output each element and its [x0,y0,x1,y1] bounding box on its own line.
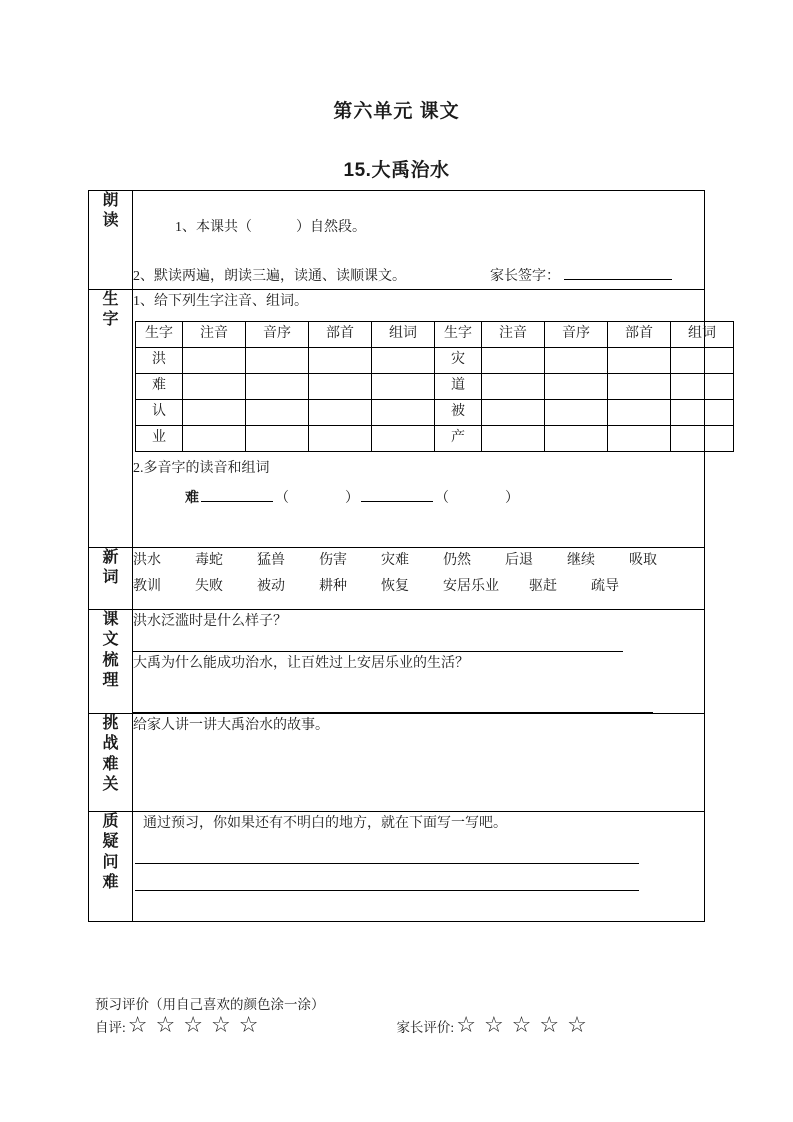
entry-cell[interactable] [183,373,246,399]
parent-signature-rule[interactable] [564,267,672,280]
parent-rating-label: 家长评价: [396,1020,455,1035]
parent-signature-field[interactable] [490,265,672,290]
row-label-doubt-char-1: 质 [102,813,119,830]
entry-cell[interactable] [608,399,671,425]
row-label-challenge-char-2: 战 [102,735,119,753]
entry-cell[interactable] [246,425,309,451]
entry-cell[interactable] [545,373,608,399]
char-cell-right: 被 [435,399,482,425]
word-item: 猛兽 [257,553,285,568]
row-body-read [133,191,705,290]
row-label-chars-char-1: 生 [102,291,119,308]
footer-evaluation [95,993,715,1037]
word-item: 伤害 [319,553,347,568]
duoyin-rule-1[interactable] [201,489,273,502]
row-label-challenge [89,714,133,812]
read-item-1-tail: ）自然段。 [296,219,366,235]
star-icon[interactable]: ☆ [210,1013,231,1038]
word-item: 继续 [567,553,595,568]
doubt-answer-rule-1[interactable] [135,843,639,864]
preview-worksheet-table [88,190,716,922]
entry-cell[interactable] [309,373,372,399]
word-item: 仍然 [443,553,471,568]
row-label-outline-char-1: 课 [102,611,119,628]
entry-cell[interactable] [482,347,545,373]
char-cell-left: 业 [136,425,183,451]
duoyin-paren-close-2: ） [505,491,519,506]
col-header-bushou-right: 部首 [608,321,671,347]
table-row-challenge [89,714,705,812]
self-rating-group [95,1015,266,1037]
new-characters-table [135,321,734,452]
chars-prompt-2: 2.多音字的读音和组词 [133,460,270,476]
star-icon[interactable]: ☆ [567,1013,587,1038]
word-item: 疏导 [591,578,619,594]
table-header-row [136,321,734,347]
star-icon[interactable]: ☆ [511,1013,532,1038]
self-rating-label: 自评: [95,1020,126,1035]
table-row-read [89,191,705,290]
table-row-chars [89,290,705,548]
table-row-doubt [89,812,705,922]
entry-cell[interactable] [608,347,671,373]
star-icon[interactable]: ☆ [539,1013,560,1038]
word-item: 失败 [195,578,223,594]
col-header-zi-left: 生字 [136,321,183,347]
entry-cell[interactable] [183,347,246,373]
entry-cell[interactable] [671,425,734,451]
row-label-words-char-1: 新 [102,549,119,566]
row-label-challenge-char-3: 难 [102,755,119,773]
entry-cell[interactable] [372,399,435,425]
entry-cell[interactable] [246,373,309,399]
row-label-read-char-2: 读 [102,212,119,230]
evaluation-note: 预习评价（用自己喜欢的颜色涂一涂） [95,997,325,1012]
entry-cell[interactable] [183,399,246,425]
star-icon[interactable]: ☆ [456,1013,476,1038]
star-icon[interactable]: ☆ [183,1013,203,1038]
read-item-1-head: 1、本课共（ [175,219,252,235]
entry-cell[interactable] [309,399,372,425]
self-rating-stars[interactable] [128,1015,267,1037]
parent-rating-group [396,1015,594,1037]
table-row-words [89,548,705,610]
parent-signature-label: 家长签字： [490,268,560,284]
row-label-outline-char-4: 理 [102,672,119,690]
doubt-answer-rule-2[interactable] [135,870,639,891]
star-icon[interactable]: ☆ [127,1013,148,1038]
word-list-line-1 [133,548,704,574]
table-row [136,399,734,425]
row-body-outline [133,610,705,714]
word-item: 安居乐业 [443,578,499,594]
row-label-chars-char-2: 字 [102,311,119,329]
duoyin-answer-line [133,487,704,512]
entry-cell[interactable] [482,425,545,451]
row-label-doubt-char-4: 难 [102,874,119,892]
row-label-doubt-char-2: 疑 [102,833,119,851]
parent-rating-stars[interactable] [456,1015,595,1037]
word-item: 吸取 [629,553,657,568]
read-item-1 [133,191,704,265]
word-item: 毒蛇 [195,553,223,568]
entry-cell[interactable] [372,347,435,373]
row-label-read [89,191,133,290]
word-item: 被动 [257,578,285,594]
entry-cell[interactable] [545,399,608,425]
word-item: 恢复 [381,578,409,594]
word-item: 后退 [505,553,533,568]
row-label-outline-char-3: 梳 [102,651,119,669]
duoyin-rule-2[interactable] [361,489,433,502]
entry-cell[interactable] [482,399,545,425]
outline-answer-rule-1[interactable] [133,637,623,652]
row-label-doubt [89,812,133,922]
entry-cell[interactable] [671,347,734,373]
doubt-prompt-text: 通过预习，你如果还有不明白的地方，就在下面写一写吧。 [143,816,507,831]
row-body-doubt [133,812,705,922]
entry-cell[interactable] [372,425,435,451]
row-body-challenge [133,714,705,812]
col-header-yinxu-right: 音序 [545,321,608,347]
table-row [136,347,734,373]
entry-cell[interactable] [608,373,671,399]
duoyin-paren-open-1: （ [275,491,289,506]
outline-question-1: 洪水泛滥时是什么样子？ [133,614,287,629]
read-item-2: 2、默读两遍，朗读三遍，读通、读顺课文。 [133,268,406,284]
row-body-words [133,548,705,610]
word-list-line-2 [133,574,704,600]
duoyin-character: 难 [185,491,199,506]
entry-cell[interactable] [309,425,372,451]
row-body-chars [133,290,716,548]
row-label-words-char-2: 词 [102,569,119,587]
word-item: 驱赶 [529,578,557,594]
row-label-challenge-char-4: 关 [102,776,119,794]
col-header-zhuyin-right: 注音 [482,321,545,347]
star-icon[interactable]: ☆ [238,1013,259,1038]
outline-question-2: 大禹为什么能成功治水，让百姓过上安居乐业的生活？ [133,655,469,671]
col-header-yinxu-left: 音序 [246,321,309,347]
entry-cell[interactable] [545,425,608,451]
col-header-zi-right: 生字 [435,321,482,347]
row-label-read-char-1: 朗 [102,192,119,209]
entry-cell[interactable] [545,347,608,373]
entry-cell[interactable] [246,347,309,373]
char-cell-right: 产 [435,425,482,451]
col-header-bushou-left: 部首 [309,321,372,347]
char-cell-left: 难 [136,373,183,399]
entry-cell[interactable] [372,373,435,399]
word-item: 耕种 [319,578,347,594]
char-cell-right: 道 [435,373,482,399]
col-header-zhuyin-left: 注音 [183,321,246,347]
row-label-chars [89,290,133,548]
char-cell-left: 洪 [136,347,183,373]
entry-cell[interactable] [246,399,309,425]
read-item-2-line [133,265,704,290]
duoyin-paren-close-1: ） [345,491,359,506]
rating-row [95,1015,715,1037]
table-row [136,425,734,451]
word-item: 洪水 [133,553,161,568]
page-title-unit: 第六单元 课文 [333,101,460,122]
entry-cell[interactable] [309,347,372,373]
row-label-words [89,548,133,610]
row-label-outline-char-2: 文 [102,631,119,649]
star-icon[interactable]: ☆ [483,1013,504,1038]
star-icon[interactable]: ☆ [155,1013,176,1038]
table-row-outline [89,610,705,714]
entry-cell[interactable] [482,373,545,399]
col-header-zuci-left: 组词 [372,321,435,347]
entry-cell[interactable] [671,399,734,425]
entry-cell[interactable] [671,373,734,399]
row-label-outline [89,610,133,714]
chars-prompt-1: 1、给下列生字注音、组词。 [133,294,308,309]
word-item: 教训 [133,578,161,594]
col-header-zuci-right: 组词 [671,321,734,347]
word-item: 灾难 [381,553,409,568]
entry-cell[interactable] [608,425,671,451]
row-label-challenge-char-1: 挑 [102,715,119,732]
challenge-task-text: 给家人讲一讲大禹治水的故事。 [133,718,329,733]
duoyin-paren-open-2: （ [435,491,449,506]
outline-answer-rule-2[interactable] [133,678,653,713]
char-cell-right: 灾 [435,347,482,373]
table-row [136,373,734,399]
entry-cell[interactable] [183,425,246,451]
row-label-doubt-char-3: 问 [102,853,119,871]
page-title-lesson: 15.大禹治水 [343,160,450,181]
char-cell-left: 认 [136,399,183,425]
